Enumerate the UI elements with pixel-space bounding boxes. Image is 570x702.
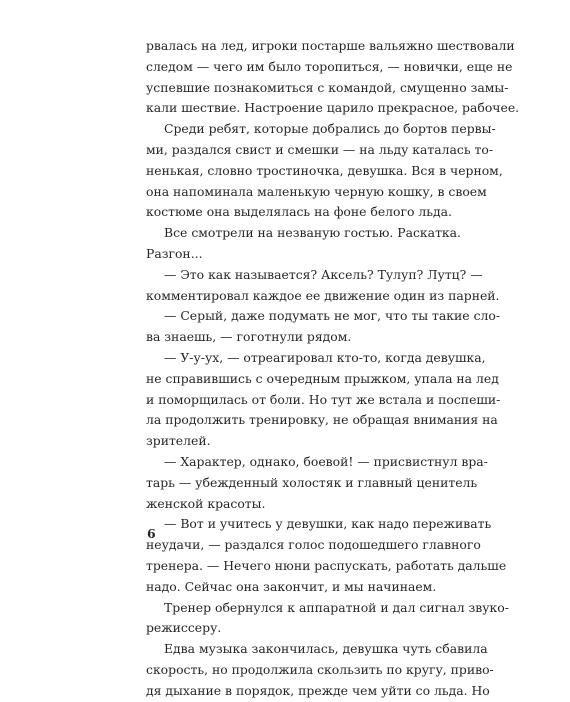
text-line: кали шествие. Настроение царило прекрасное, рабочее. <box>146 100 520 116</box>
text-line: скорость, но продолжила скользить по кругу, приво- <box>146 661 494 677</box>
text-line: она напоминала маленькую черную кошку, в своем <box>146 183 487 199</box>
text-line: режиссеру. <box>146 620 222 636</box>
text-line: Едва музыка закончилась, девушка чуть сбавила <box>164 641 488 657</box>
text-line: ла продолжить тренировку, не обращая внимания на <box>146 412 498 428</box>
text-line: зрителей. <box>146 433 211 449</box>
text-line: — У-у-ух, — отреагировал кто-то, когда девушка, <box>164 349 486 365</box>
page-number: 6 <box>147 526 156 541</box>
text-line: тренера. — Нечего нюни распускать, работать дальше <box>146 557 507 573</box>
text-line: тарь — убежденный холостяк и главный ценитель <box>146 474 478 490</box>
body-text <box>146 36 520 702</box>
text-line: ва знаешь, — гоготнули рядом. <box>146 329 352 345</box>
text-line: комментировал каждое ее движение один из парней. <box>146 287 500 303</box>
text-line: Среди ребят, которые добрались до бортов первы- <box>164 121 496 137</box>
text-line: Разгон... <box>146 245 203 261</box>
text-line: неудачи, — раздался голос подошедшего главного <box>146 537 481 553</box>
text-line: ми, раздался свист и смешки — на льду каталась то- <box>146 141 494 157</box>
text-line: следом — чего им было торопиться, — новички, еще не <box>146 58 513 74</box>
text-line: Все смотрели на незваную гостью. Раскатка. <box>164 225 461 241</box>
text-line: — Это как называется? Аксель? Тулуп? Лутц? — <box>164 266 483 282</box>
text-line: — Характер, однако, боевой! — присвистнул вра- <box>164 453 488 469</box>
text-line: и поморщилась от боли. Но тут же встала и поспеши- <box>146 391 501 407</box>
text-line: — Серый, даже подумать не мог, что ты такие сло- <box>164 308 501 324</box>
text-line: костюме она выделялась на фоне белого льда. <box>146 204 452 220</box>
text-line: — Вот и учитесь у девушки, как надо переживать <box>164 516 492 532</box>
text-line: успевшие познакомиться с командой, смущенно замы- <box>146 79 509 95</box>
text-line: не справившись с очередным прыжком, упала на лед <box>146 370 499 386</box>
text-line: дя дыхание в порядок, прежде чем уйти со льда. Но <box>146 682 490 698</box>
text-line: рвалась на лед, игроки постарше вальяжно шествовали <box>146 38 515 53</box>
text-line: ненькая, словно тростиночка, девушка. Вся в черном, <box>146 162 503 178</box>
text-line: надо. Сейчас она закончит, и мы начинаем. <box>146 578 437 594</box>
text-line: женской красоты. <box>146 495 266 511</box>
text-line: Тренер обернулся к аппаратной и дал сигнал звуко- <box>164 599 509 615</box>
